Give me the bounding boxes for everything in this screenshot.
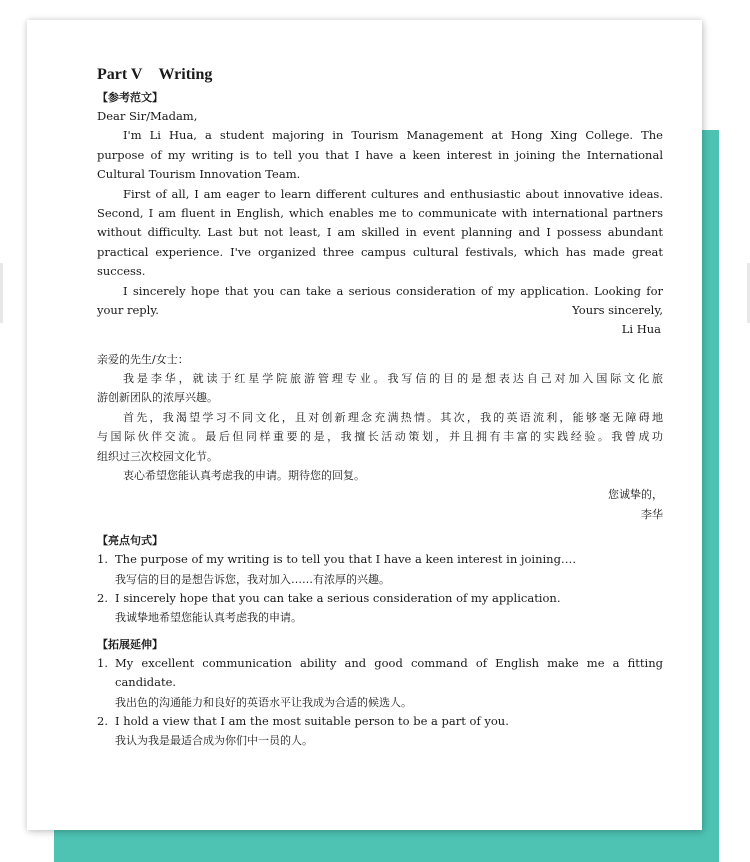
translation-para2-line: 与国际伙伴交流。最后但同样重要的是，我擅长活动策划，并且拥有丰富的实践经验。我曾成功 (97, 430, 663, 444)
highlight-item-cn: 我写信的目的是想告诉您，我对加入……有浓厚的兴趣。 (115, 572, 390, 586)
letter-closing: Yours sincerely, (572, 302, 663, 317)
teal-decor-bar-bottom (54, 829, 719, 862)
highlight-item-en (97, 550, 663, 569)
left-edge-mark (0, 263, 3, 323)
page-content (97, 64, 663, 751)
letter-para2-line: Second, I am fluent in English, which enables me to communicate with international partners (97, 205, 663, 220)
part-name: Writing (158, 66, 213, 83)
letter-para2-line: First of all, I am eager to learn different cultures and enthusiastic about innovative ideas. (123, 186, 663, 201)
extension-list (97, 654, 663, 751)
item-text: My excellent communication ability and good command of English make me a fitting (115, 655, 663, 670)
extension-item-en (97, 712, 663, 731)
letter-para2-line: success. (97, 264, 146, 279)
item-number: 1. (97, 552, 108, 567)
letter-para1-line: Cultural Tourism Innovation Team. (97, 167, 301, 182)
translation-signature: 李华 (641, 507, 663, 521)
letter-para3-line: I sincerely hope that you can take a serious consideration of my application. Looking for (123, 283, 663, 298)
translation-para2-line: 组织过三次校园文化节。 (97, 449, 218, 463)
translation-para2-line: 首先，我渴望学习不同文化，且对创新理念充满热情。其次，我的英语流利，能够毫无障碍地 (123, 410, 663, 424)
document-page (27, 20, 702, 830)
letter-salutation: Dear Sir/Madam, (97, 109, 198, 123)
item-number: 2. (97, 590, 108, 605)
part-number: Part V (97, 66, 143, 83)
chinese-translation (97, 350, 663, 525)
translation-para1-line: 我是李华，就读于红星学院旅游管理专业。我写信的目的是想表达自己对加入国际文化旅 (123, 372, 663, 386)
item-number: 1. (97, 655, 108, 670)
item-text: The purpose of my writing is to tell you that I have a keen interest in joining…. (115, 552, 577, 567)
highlights-heading: 【亮点句式】 (97, 534, 163, 548)
letter-para3-line: your reply. (97, 302, 159, 317)
part-title (97, 64, 663, 86)
english-letter (97, 107, 663, 340)
item-text: I sincerely hope that you can take a serious consideration of my application. (115, 590, 561, 605)
translation-salutation: 亲爱的先生/女士： (97, 352, 189, 366)
extension-item-en-cont: candidate. (115, 675, 177, 690)
reference-heading: 【参考范文】 (97, 91, 163, 104)
item-number: 2. (97, 713, 108, 728)
highlights-list (97, 550, 663, 628)
translation-para1-line: 游创新团队的浓厚兴趣。 (97, 391, 218, 405)
letter-para2-line: practical experience. I've organized three campus cultural festivals, which has made great (97, 244, 663, 259)
extension-item-cn: 我出色的沟通能力和良好的英语水平让我成为合适的候选人。 (115, 695, 412, 709)
highlight-item-en (97, 589, 663, 608)
letter-para1-line: I'm Li Hua, a student majoring in Tourism Management at Hong Xing College. The (123, 128, 663, 143)
letter-para2-line: without difficulty. Last but not least, I am skilled in event planning and I possess abundant (97, 225, 663, 240)
extension-heading: 【拓展延伸】 (97, 637, 163, 651)
translation-closing: 您诚挚的， (608, 488, 663, 502)
extension-item-en (97, 654, 663, 673)
translation-para3: 衷心希望您能认真考虑我的申请。期待您的回复。 (123, 469, 365, 483)
highlight-item-cn: 我诚挚地希望您能认真考虑我的申请。 (115, 611, 302, 625)
letter-para1-line: purpose of my writing is to tell you that I have a keen interest in joining the International (97, 147, 663, 162)
letter-signature: Li Hua (621, 322, 661, 337)
extension-item-cn: 我认为我是最适合成为你们中一员的人。 (115, 734, 313, 748)
item-text: I hold a view that I am the most suitable person to be a part of you. (115, 713, 509, 728)
